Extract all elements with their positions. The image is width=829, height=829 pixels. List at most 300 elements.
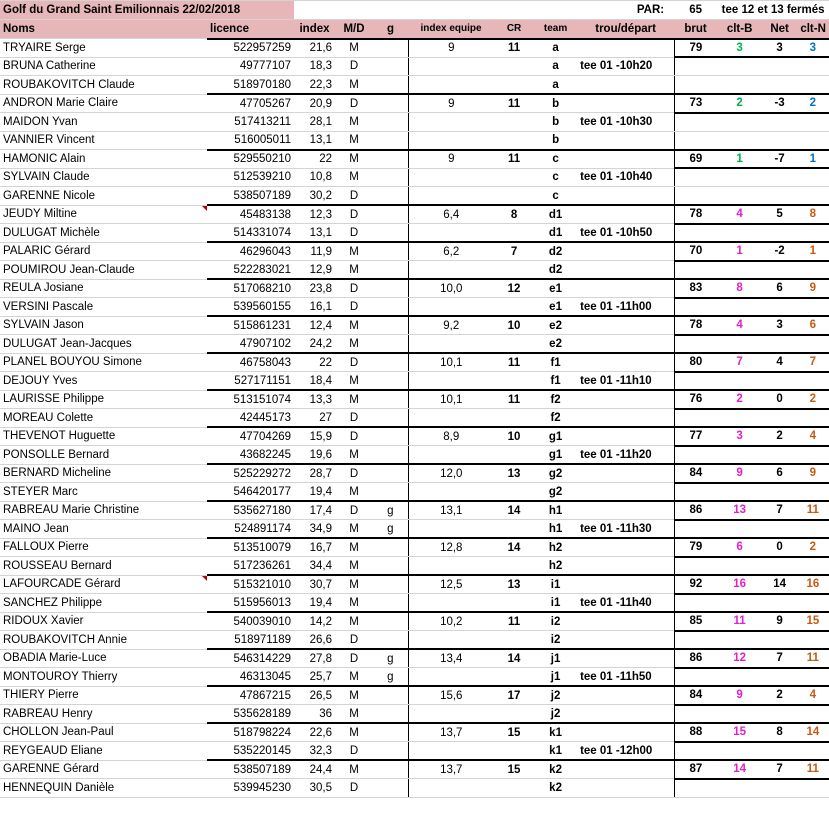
clt-b [717, 483, 762, 502]
tee-time [577, 316, 674, 335]
licence: 515861231 [207, 316, 294, 335]
licence: 539560155 [207, 298, 294, 317]
team: i1 [534, 594, 577, 613]
brut: 88 [674, 723, 717, 742]
table-row [0, 353, 829, 372]
tee-time [577, 686, 674, 705]
team: e2 [534, 316, 577, 335]
licence: 47704269 [207, 427, 294, 446]
clt-n: 1 [797, 242, 829, 261]
net [762, 335, 797, 354]
clt-n: 11 [797, 649, 829, 668]
team: k2 [534, 760, 577, 779]
index: 13,1 [294, 131, 335, 150]
table-row [0, 316, 829, 335]
tee-time [577, 279, 674, 298]
clt-b [717, 131, 762, 150]
licence: 517068210 [207, 279, 294, 298]
net: 8 [762, 723, 797, 742]
header-cr: CR [494, 20, 534, 39]
table-row [0, 501, 829, 520]
net [762, 705, 797, 724]
tee-time: tee 01 -10h30 [577, 113, 674, 132]
clt-b: 1 [717, 150, 762, 169]
clt-b: 2 [717, 390, 762, 409]
g-flag: g [373, 668, 408, 687]
team: a [534, 57, 577, 76]
tee-time [577, 390, 674, 409]
g-flag [373, 779, 408, 798]
index: 12,4 [294, 316, 335, 335]
cr: 14 [494, 501, 534, 520]
team: j2 [534, 705, 577, 724]
clt-b: 15 [717, 723, 762, 742]
team: c [534, 150, 577, 169]
index: 34,4 [294, 557, 335, 576]
brut [674, 113, 717, 132]
md: M [335, 612, 373, 631]
brut: 83 [674, 279, 717, 298]
net [762, 57, 797, 76]
tee-time [577, 205, 674, 224]
team: h2 [534, 538, 577, 557]
brut [674, 261, 717, 280]
title-row [0, 1, 829, 20]
index: 28,7 [294, 464, 335, 483]
md: M [335, 668, 373, 687]
team: h1 [534, 520, 577, 539]
index: 23,8 [294, 279, 335, 298]
licence: 539945230 [207, 779, 294, 798]
net: 6 [762, 279, 797, 298]
header-g: g [373, 20, 408, 39]
cr [494, 57, 534, 76]
clt-n: 7 [797, 353, 829, 372]
brut [674, 779, 717, 798]
index-equipe: 12,8 [408, 538, 494, 557]
licence: 47867215 [207, 686, 294, 705]
net [762, 668, 797, 687]
net [762, 409, 797, 428]
tee-time [577, 353, 674, 372]
clt-b: 4 [717, 205, 762, 224]
table-row [0, 668, 829, 687]
clt-n [797, 57, 829, 76]
index-equipe [408, 668, 494, 687]
md: D [335, 187, 373, 206]
player-name: MOREAU Colette [0, 409, 207, 428]
player-name: JEUDY Miltine [0, 205, 207, 224]
brut: 69 [674, 150, 717, 169]
table-row [0, 242, 829, 261]
md: M [335, 723, 373, 742]
net [762, 557, 797, 576]
tee-time: tee 01 -10h40 [577, 168, 674, 187]
index-equipe [408, 372, 494, 391]
player-name: VANNIER Vincent [0, 131, 207, 150]
table-row [0, 538, 829, 557]
index: 13,3 [294, 390, 335, 409]
index: 14,2 [294, 612, 335, 631]
clt-b: 9 [717, 686, 762, 705]
clt-b: 13 [717, 501, 762, 520]
clt-b [717, 520, 762, 539]
brut [674, 483, 717, 502]
clt-n: 2 [797, 538, 829, 557]
clt-n [797, 705, 829, 724]
brut [674, 298, 717, 317]
brut [674, 76, 717, 95]
brut [674, 224, 717, 243]
brut [674, 335, 717, 354]
clt-n: 9 [797, 279, 829, 298]
index-equipe: 6,4 [408, 205, 494, 224]
table-row [0, 113, 829, 132]
cr [494, 594, 534, 613]
licence: 546314229 [207, 649, 294, 668]
licence: 516005011 [207, 131, 294, 150]
licence: 535220145 [207, 742, 294, 761]
table-row [0, 427, 829, 446]
team: i2 [534, 631, 577, 650]
brut: 78 [674, 316, 717, 335]
brut [674, 168, 717, 187]
md: D [335, 94, 373, 113]
index: 21,6 [294, 39, 335, 58]
player-name: REYGEAUD Eliane [0, 742, 207, 761]
licence: 513151074 [207, 390, 294, 409]
licence: 46296043 [207, 242, 294, 261]
tee-time: tee 01 -10h50 [577, 224, 674, 243]
player-name: RABREAU Henry [0, 705, 207, 724]
md: D [335, 501, 373, 520]
net: 7 [762, 501, 797, 520]
index: 20,9 [294, 94, 335, 113]
table-row [0, 39, 829, 58]
licence: 517413211 [207, 113, 294, 132]
md: M [335, 316, 373, 335]
team: k1 [534, 742, 577, 761]
net: 3 [762, 39, 797, 58]
clt-b: 4 [717, 316, 762, 335]
index: 24,4 [294, 760, 335, 779]
md: M [335, 538, 373, 557]
clt-b: 3 [717, 427, 762, 446]
index: 19,6 [294, 446, 335, 465]
index: 27 [294, 409, 335, 428]
header-clt-b: clt-B [717, 20, 762, 39]
g-flag [373, 187, 408, 206]
licence: 524891174 [207, 520, 294, 539]
player-name: MAINO Jean [0, 520, 207, 539]
clt-b [717, 705, 762, 724]
team: c [534, 187, 577, 206]
clt-n [797, 335, 829, 354]
clt-b: 3 [717, 39, 762, 58]
team: d1 [534, 205, 577, 224]
licence: 525229272 [207, 464, 294, 483]
clt-n [797, 446, 829, 465]
tee-time [577, 150, 674, 169]
cr: 11 [494, 612, 534, 631]
index: 28,1 [294, 113, 335, 132]
g-flag [373, 94, 408, 113]
md: M [335, 575, 373, 594]
licence: 518971189 [207, 631, 294, 650]
clt-b [717, 372, 762, 391]
clt-n: 11 [797, 760, 829, 779]
brut [674, 372, 717, 391]
clt-b: 14 [717, 760, 762, 779]
md: D [335, 353, 373, 372]
clt-b [717, 261, 762, 280]
net: 6 [762, 464, 797, 483]
index-equipe: 9 [408, 39, 494, 58]
cr [494, 520, 534, 539]
table-row [0, 205, 829, 224]
tee-time [577, 94, 674, 113]
net [762, 187, 797, 206]
clt-b: 8 [717, 279, 762, 298]
md: M [335, 557, 373, 576]
md: D [335, 742, 373, 761]
g-flag [373, 575, 408, 594]
brut [674, 446, 717, 465]
tee-time [577, 631, 674, 650]
team: j1 [534, 668, 577, 687]
index: 19,4 [294, 483, 335, 502]
g-flag [373, 631, 408, 650]
g-flag [373, 742, 408, 761]
index: 17,4 [294, 501, 335, 520]
brut [674, 131, 717, 150]
team: b [534, 94, 577, 113]
cr [494, 131, 534, 150]
tee-time [577, 723, 674, 742]
brut: 70 [674, 242, 717, 261]
md: M [335, 483, 373, 502]
g-flag [373, 353, 408, 372]
tee-time [577, 187, 674, 206]
md: D [335, 427, 373, 446]
header-clt-n: clt-N [797, 20, 829, 39]
index: 12,3 [294, 205, 335, 224]
player-name: FALLOUX Pierre [0, 538, 207, 557]
team: d2 [534, 242, 577, 261]
table-row [0, 76, 829, 95]
team: d2 [534, 261, 577, 280]
cr [494, 224, 534, 243]
team: f1 [534, 372, 577, 391]
clt-b [717, 76, 762, 95]
clt-b [717, 113, 762, 132]
net: 2 [762, 686, 797, 705]
cr: 17 [494, 686, 534, 705]
cr: 15 [494, 723, 534, 742]
player-name: MAIDON Yvan [0, 113, 207, 132]
clt-n: 2 [797, 94, 829, 113]
licence: 538507189 [207, 187, 294, 206]
licence: 514331074 [207, 224, 294, 243]
team: j1 [534, 649, 577, 668]
index: 18,4 [294, 372, 335, 391]
g-flag [373, 113, 408, 132]
licence: 47907102 [207, 335, 294, 354]
index-equipe: 13,4 [408, 649, 494, 668]
index-equipe: 15,6 [408, 686, 494, 705]
index: 13,1 [294, 224, 335, 243]
g-flag [373, 335, 408, 354]
player-name: BRUNA Catherine [0, 57, 207, 76]
clt-n: 4 [797, 686, 829, 705]
md: M [335, 390, 373, 409]
clt-b [717, 57, 762, 76]
brut: 84 [674, 464, 717, 483]
index: 30,7 [294, 575, 335, 594]
table-row [0, 686, 829, 705]
header-noms: Noms [0, 20, 207, 39]
player-name: THIERY Pierre [0, 686, 207, 705]
md: D [335, 409, 373, 428]
index: 26,6 [294, 631, 335, 650]
licence: 42445173 [207, 409, 294, 428]
team: k1 [534, 723, 577, 742]
index-equipe: 10,2 [408, 612, 494, 631]
index-equipe [408, 168, 494, 187]
index-equipe [408, 261, 494, 280]
licence: 513510079 [207, 538, 294, 557]
brut [674, 57, 717, 76]
player-name: VERSINI Pascale [0, 298, 207, 317]
g-flag [373, 242, 408, 261]
g-flag [373, 316, 408, 335]
net [762, 594, 797, 613]
clt-n [797, 372, 829, 391]
licence: 522957259 [207, 39, 294, 58]
cr: 11 [494, 353, 534, 372]
cr: 13 [494, 464, 534, 483]
clt-n: 16 [797, 575, 829, 594]
cr: 8 [494, 205, 534, 224]
clt-n [797, 557, 829, 576]
licence: 527171151 [207, 372, 294, 391]
tee-note: tee 12 et 13 fermés [717, 1, 829, 20]
player-name: TRYAIRE Serge [0, 39, 207, 58]
team: a [534, 39, 577, 58]
tee-time: tee 01 -11h40 [577, 594, 674, 613]
g-flag [373, 483, 408, 502]
brut [674, 409, 717, 428]
header-brut: brut [674, 20, 717, 39]
table-row [0, 335, 829, 354]
tee-time: tee 01 -11h20 [577, 446, 674, 465]
player-name: GARENNE Nicole [0, 187, 207, 206]
brut [674, 631, 717, 650]
table-row [0, 94, 829, 113]
md: M [335, 150, 373, 169]
clt-n [797, 409, 829, 428]
table-row [0, 464, 829, 483]
header-trou-depart: trou/départ [577, 20, 674, 39]
net: 2 [762, 427, 797, 446]
net [762, 131, 797, 150]
net [762, 113, 797, 132]
team: d1 [534, 224, 577, 243]
cr: 11 [494, 94, 534, 113]
player-name: RIDOUX Xavier [0, 612, 207, 631]
index: 12,9 [294, 261, 335, 280]
g-flag: g [373, 520, 408, 539]
clt-b [717, 187, 762, 206]
clt-n [797, 76, 829, 95]
player-name: DULUGAT Jean-Jacques [0, 335, 207, 354]
net: -2 [762, 242, 797, 261]
md: D [335, 279, 373, 298]
clt-n: 9 [797, 464, 829, 483]
licence: 518798224 [207, 723, 294, 742]
index: 11,9 [294, 242, 335, 261]
tee-time [577, 538, 674, 557]
md: M [335, 760, 373, 779]
table-row [0, 612, 829, 631]
brut [674, 187, 717, 206]
player-name: DEJOUY Yves [0, 372, 207, 391]
index-equipe [408, 742, 494, 761]
md: M [335, 520, 373, 539]
md: D [335, 298, 373, 317]
clt-n: 11 [797, 501, 829, 520]
table-row [0, 631, 829, 650]
team: b [534, 131, 577, 150]
index: 32,3 [294, 742, 335, 761]
brut: 86 [674, 649, 717, 668]
index-equipe: 10,1 [408, 390, 494, 409]
index: 22 [294, 353, 335, 372]
index-equipe: 6,2 [408, 242, 494, 261]
player-name: SANCHEZ Philippe [0, 594, 207, 613]
table-row [0, 390, 829, 409]
licence: 45483138 [207, 205, 294, 224]
table-row [0, 57, 829, 76]
header-team: team [534, 20, 577, 39]
player-name: CHOLLON Jean-Paul [0, 723, 207, 742]
table-row [0, 742, 829, 761]
table-row [0, 520, 829, 539]
cr [494, 261, 534, 280]
md: M [335, 76, 373, 95]
index-equipe: 8,9 [408, 427, 494, 446]
md: D [335, 224, 373, 243]
g-flag [373, 279, 408, 298]
g-flag: g [373, 501, 408, 520]
table-row [0, 705, 829, 724]
net: 3 [762, 316, 797, 335]
clt-b [717, 224, 762, 243]
cr: 14 [494, 538, 534, 557]
tee-time [577, 131, 674, 150]
brut: 78 [674, 205, 717, 224]
index: 30,2 [294, 187, 335, 206]
index: 24,2 [294, 335, 335, 354]
team: a [534, 76, 577, 95]
index: 34,9 [294, 520, 335, 539]
index-equipe [408, 409, 494, 428]
g-flag [373, 76, 408, 95]
player-name: ANDRON Marie Claire [0, 94, 207, 113]
index-equipe [408, 335, 494, 354]
header-md: M/D [335, 20, 373, 39]
table-row [0, 557, 829, 576]
